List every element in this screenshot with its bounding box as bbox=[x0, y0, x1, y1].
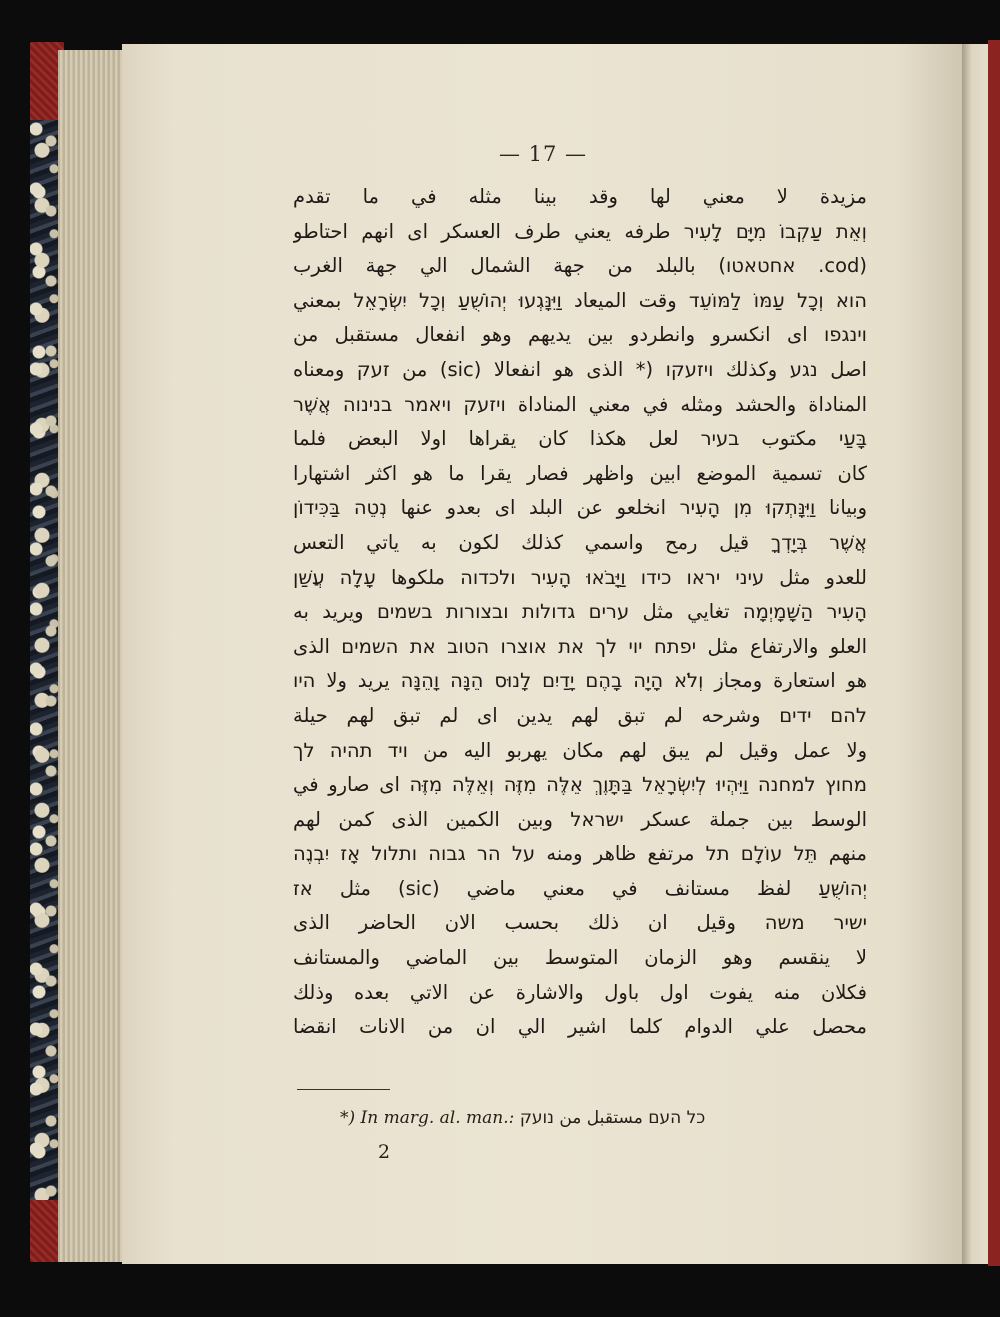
text-line: اصل נגע وكذلك ויזעקו (* الذى هو انفعالا (sic) من זעק ومعناه bbox=[293, 357, 867, 381]
footnote-divider bbox=[297, 1089, 390, 1090]
text-line: הָעִיר הַשָּׁמָיְמָה تغايي مثل ערים גדולות ובצורות בשמים ويريد به bbox=[293, 600, 867, 624]
text-line: יְהוֹשֻׁעַ لفظ مستانف في معني ماضي (sic) مثل אז bbox=[293, 876, 867, 900]
page-block-edge bbox=[58, 50, 126, 1262]
signature-mark: 2 bbox=[378, 1141, 391, 1163]
text-line: لا ينقسم وهو الزمان المتوسط بين الماضي والمستانف bbox=[293, 946, 867, 970]
text-line: للعدو مثل עיני יראו כידו וַיָּבֹאוּ הָעִיר ולכדוה ملكوها עָלָה עֲשַׁן bbox=[293, 565, 867, 589]
footnote bbox=[340, 1108, 760, 1128]
text-line: فكلان منه يفوت اول باول والاشارة عن الاتي بعده وذلك bbox=[293, 980, 867, 1004]
footnote-text: כל העם مستقبل من נועק bbox=[519, 1108, 706, 1128]
text-line: منهم תֵּל עוֹלָם תל مرتفع ظاهر ومنه על הר גבוה ותלול אָז יִבְנֶה bbox=[293, 842, 867, 866]
text-line: מחוץ למחנה וַיִּהְיוּ לְיִשְׂרָאֵל בַּתָּוֶךְ אֵלֶּה מִזֶּה וְאֵלֶּה מִזֶּה اى صارو في bbox=[293, 773, 867, 797]
text-line: مزيدة لا معني لها وقد بينا مثله في ما تقدم bbox=[293, 185, 867, 208]
text-line: المناداة والحشد ومثله في معني المناداة ויזעק ויאמר בנינוה אֲשֶׁר bbox=[293, 392, 867, 416]
text-line: אֲשֶׁר בְּיָדְךָ قيل رمح واسمي كذلك لكون به ياتي التعس bbox=[293, 530, 867, 554]
text-line: וְאֵת עַקְבוֹ מִיָּם לָעִיר طرفه يعني طرف العسكر اى انهم احتاطو bbox=[293, 219, 867, 243]
text-line: هو استعارة ومجاز וְלֹא הָיָה בָהֶם יָדַיִם לָנוּס הֵנָּה וָהֵנָּה يريد ولا היו bbox=[293, 669, 867, 693]
text-line: בָּעַי مكتوب בעיר لعل هكذا كان يقراها اولا البعض فلما bbox=[293, 427, 867, 451]
text-line: وبيانا וַיִּנָּתְקוּ מִן הָעִיר انخلعو عن البلد اى بعدو عنها נְטֵה בַּכִּידוֹן bbox=[293, 496, 867, 520]
text-line: ولا عمل وقيل لم يبق لهم مكان يهربو اليه من ויד תהיה לך bbox=[293, 738, 867, 762]
text-line: ישיר משה وقيل ان ذلك بحسب الان الحاضر الذى bbox=[293, 911, 867, 935]
text-line: كان تسمية الموضع ابين واظهر فصار يقرا ما هو اكثر اشتهارا bbox=[293, 461, 867, 485]
text-line: العلو والارتفاع مثل יפתח יוי לך את אוצרו הטוב את השמים الذى bbox=[293, 634, 867, 658]
text-line: הוא וְכָל עַמּוֹ לַמּוֹעֵד وقت الميعاد וַיִּנָּגְעוּ יְהוֹשֻׁעַ וְכָל יִשְׂרָאֵל بمعني bbox=[293, 288, 867, 312]
text-line: الوسط بين جملة عسكر ישראל وبين الكمين الذى كمن لهم bbox=[293, 807, 867, 831]
text-line: להם ידים وشرحه لم تبق لهم يدين اى لم تبق لهم حيلة bbox=[293, 703, 867, 727]
text-line: (cod. אחטאטו) بالبلد من جهة الشمال الي جهة الغرب bbox=[293, 254, 867, 278]
right-cover-edge bbox=[988, 40, 1000, 1266]
text-line: וינגפו اى انكسرو وانطردو بين يديهم وهو انفعال مستقبل من bbox=[293, 323, 867, 347]
main-text bbox=[293, 180, 867, 1045]
footnote-label: *) In marg. al. man.: bbox=[340, 1108, 515, 1128]
marbled-cover-edge bbox=[30, 120, 60, 1200]
text-line: محصل علي الدوام كلما اشير الي ان من الانات انقضا bbox=[293, 1015, 867, 1039]
page-number-header: — 17 — bbox=[498, 142, 588, 166]
